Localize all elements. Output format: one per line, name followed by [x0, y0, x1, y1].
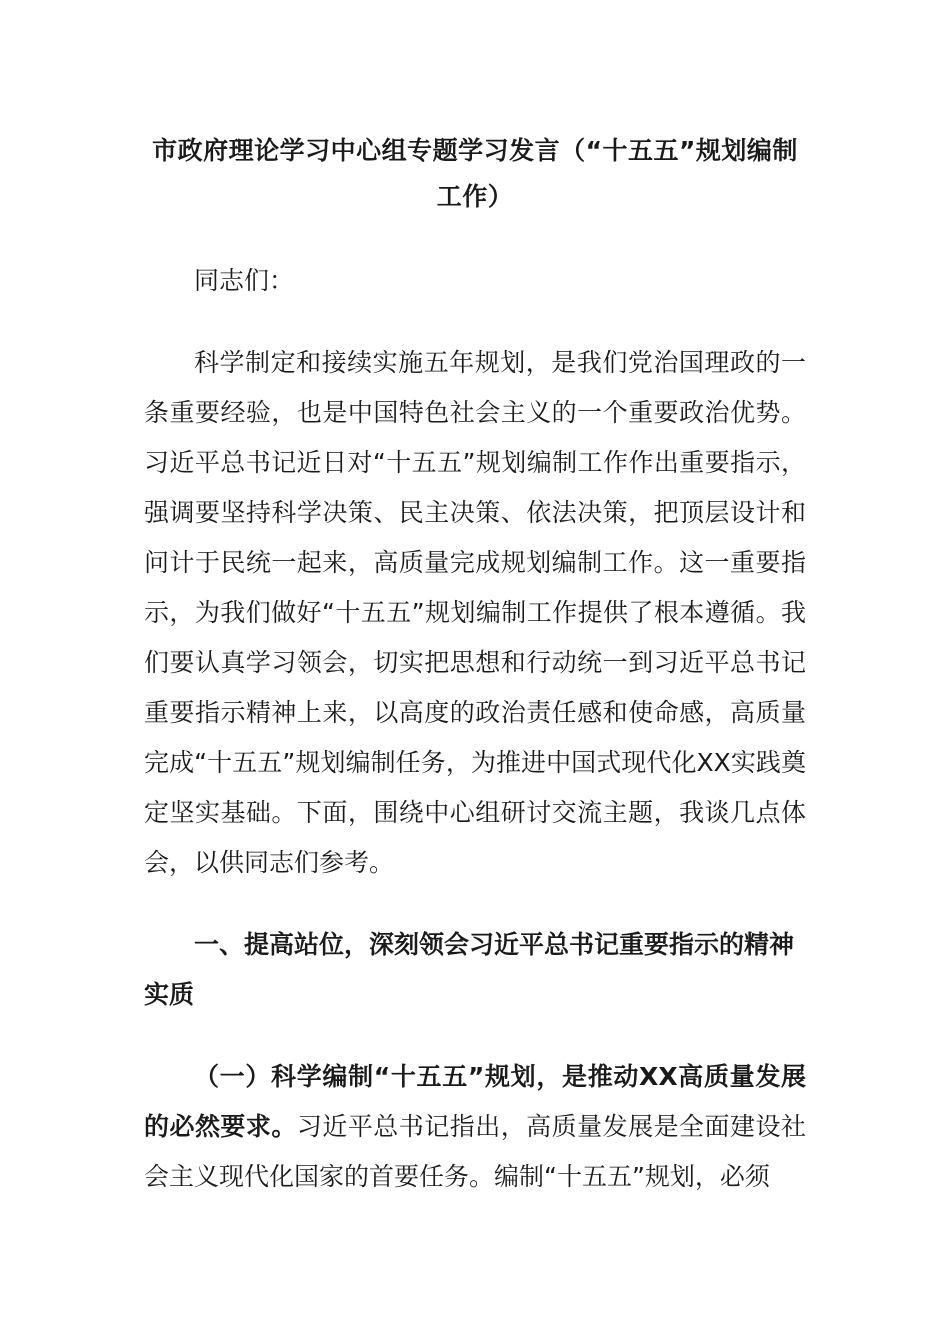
- document-title: 市政府理论学习中心组专题学习发言（“十五五”规划编制工作）: [152, 136, 798, 211]
- document-body: [144, 128, 806, 1202]
- subsection-paragraph-1: [144, 1052, 806, 1202]
- subsection-body-1: 习近平总书记指出，高质量发展是全面建设社会主义现代化国家的首要任务。编制“十五五”规划，必须: [144, 1112, 806, 1191]
- subsection-lead-1: （一）科学编制“十五五”规划，是推动XX高质量发展的必然要求。: [144, 1062, 806, 1141]
- section-heading-1: 一、提高站位，深刻领会习近平总书记重要指示的精神实质: [144, 930, 795, 1009]
- salutation: 同志们：: [194, 266, 295, 295]
- intro-paragraph: 科学制定和接续实施五年规划，是我们党治国理政的一条重要经验，也是中国特色社会主义的一个重要政治优势。习近平总书记近日对“十五五”规划编制工作作出重要指示，强调要坚持科学决策、民主决策、依法决策，把顶层设计和问计于民统一起来，高质量完成规划编制工作。这一重要指示，为我们做好“十五五”规划编制工作提供了根本遵循。我们要认真学习领会，切实把思想和行动统一到习近平总书记重要指示精神上来，以高度的政治责任感和使命感，高质量完成“十五五”规划编制任务，为推进中国式现代化XX实践奠定坚实基础。下面，围绕中心组研讨交流主题，我谈几点体会，以供同志们参考。: [144, 348, 806, 877]
